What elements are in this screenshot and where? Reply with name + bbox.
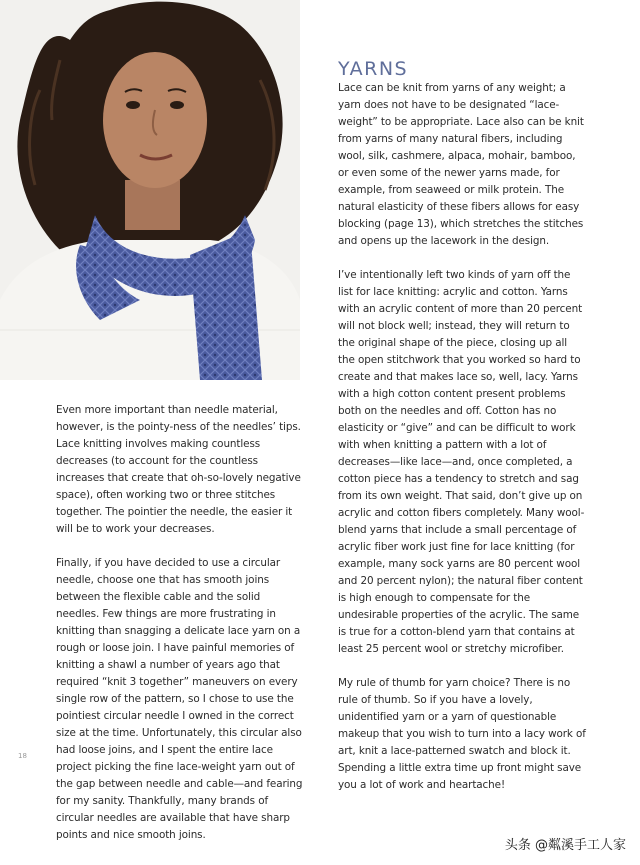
section-heading: YARNS: [338, 58, 409, 80]
right-column: [338, 80, 586, 811]
paragraph: Lace can be knit from yarns of any weight; a yarn does not have to be designated “lace-weight” to be appropriate. Lace also can be knit from yarns of many natural fibers, including wool, silk, cashmere, alpaca, mohair, bamboo, or even some of the newer yarns made, for example, from seaweed or milk protein. The natural elasticity of these fibers allows for easy blocking (page 13), which stretches the stitches and opens up the lacework in the design.: [338, 82, 584, 247]
left-column: [56, 402, 304, 861]
paragraph: Finally, if you have decided to use a circular needle, choose one that has smooth joins between the flexible cable and the solid needles. Few things are more frustrating in knitting than snagging a delicate lace yarn on a rough or loose join. I have painful memories of knitting a shawl a number of years ago that required “knit 3 together” maneuvers on every single row of the pattern, so I chose to use the pointiest circular needle I owned in the correct size at the time. Unfortunately, this circular also had loose joins, and I spent the entire lace project picking the fine lace-weight yarn out of the gap between needle and cable—and fearing for my sanity. Thankfully, many brands of circular needles are available that have sharp points and nice smooth joins.: [56, 557, 303, 841]
model-photo: [0, 0, 300, 380]
paragraph: I’ve intentionally left two kinds of yarn off the list for lace knitting: acrylic and cotton. Yarns with an acrylic content of more than 20 percent will not block well; instead, they will return to the original shape of the piece, closing up all the open stitchwork that you worked so hard to create and that makes lace so, well, lacy. Yarns with a high cotton content present problems both on the needles and off. Cotton has no elasticity or “give” and can be difficult to work with when knitting a pattern with a lot of decreases—like lace—and, once completed, a cotton piece has a tendency to stretch and sag from its own weight. That said, don’t give up on acrylic and cotton fibers completely. Many wool-blend yarns that include a small percentage of acrylic fiber work just fine for lace knitting (for example, many sock yarns are 80 percent wool and 20 percent nylon); the natural fiber content is high enough to compensate for the undesirable properties of the acrylic. The same is true for a cotton-blend yarn that contains at least 25 percent wool or stretchy microfiber.: [338, 269, 585, 655]
woman-with-scarf-illustration: [0, 0, 300, 380]
paragraph: My rule of thumb for yarn choice? There is no rule of thumb. So if you have a lovely, unidentified yarn or a yarn of questionable makeup that you wish to turn into a lacy work of art, knit a lace-patterned swatch and block it. Spending a little extra time up front might save you a lot of work and heartache!: [338, 677, 586, 791]
source-watermark: 头条 @粼溪手工人家: [504, 838, 626, 853]
page-number: 18: [18, 752, 27, 760]
paragraph: Even more important than needle material, however, is the pointy-ness of the needles’ tips. Lace knitting involves making countless decreases (to account for the countless increases that create that oh-so-lovely negative space), often working two or three stitches together. The pointier the needle, the easier it will be to work your decreases.: [56, 404, 301, 535]
